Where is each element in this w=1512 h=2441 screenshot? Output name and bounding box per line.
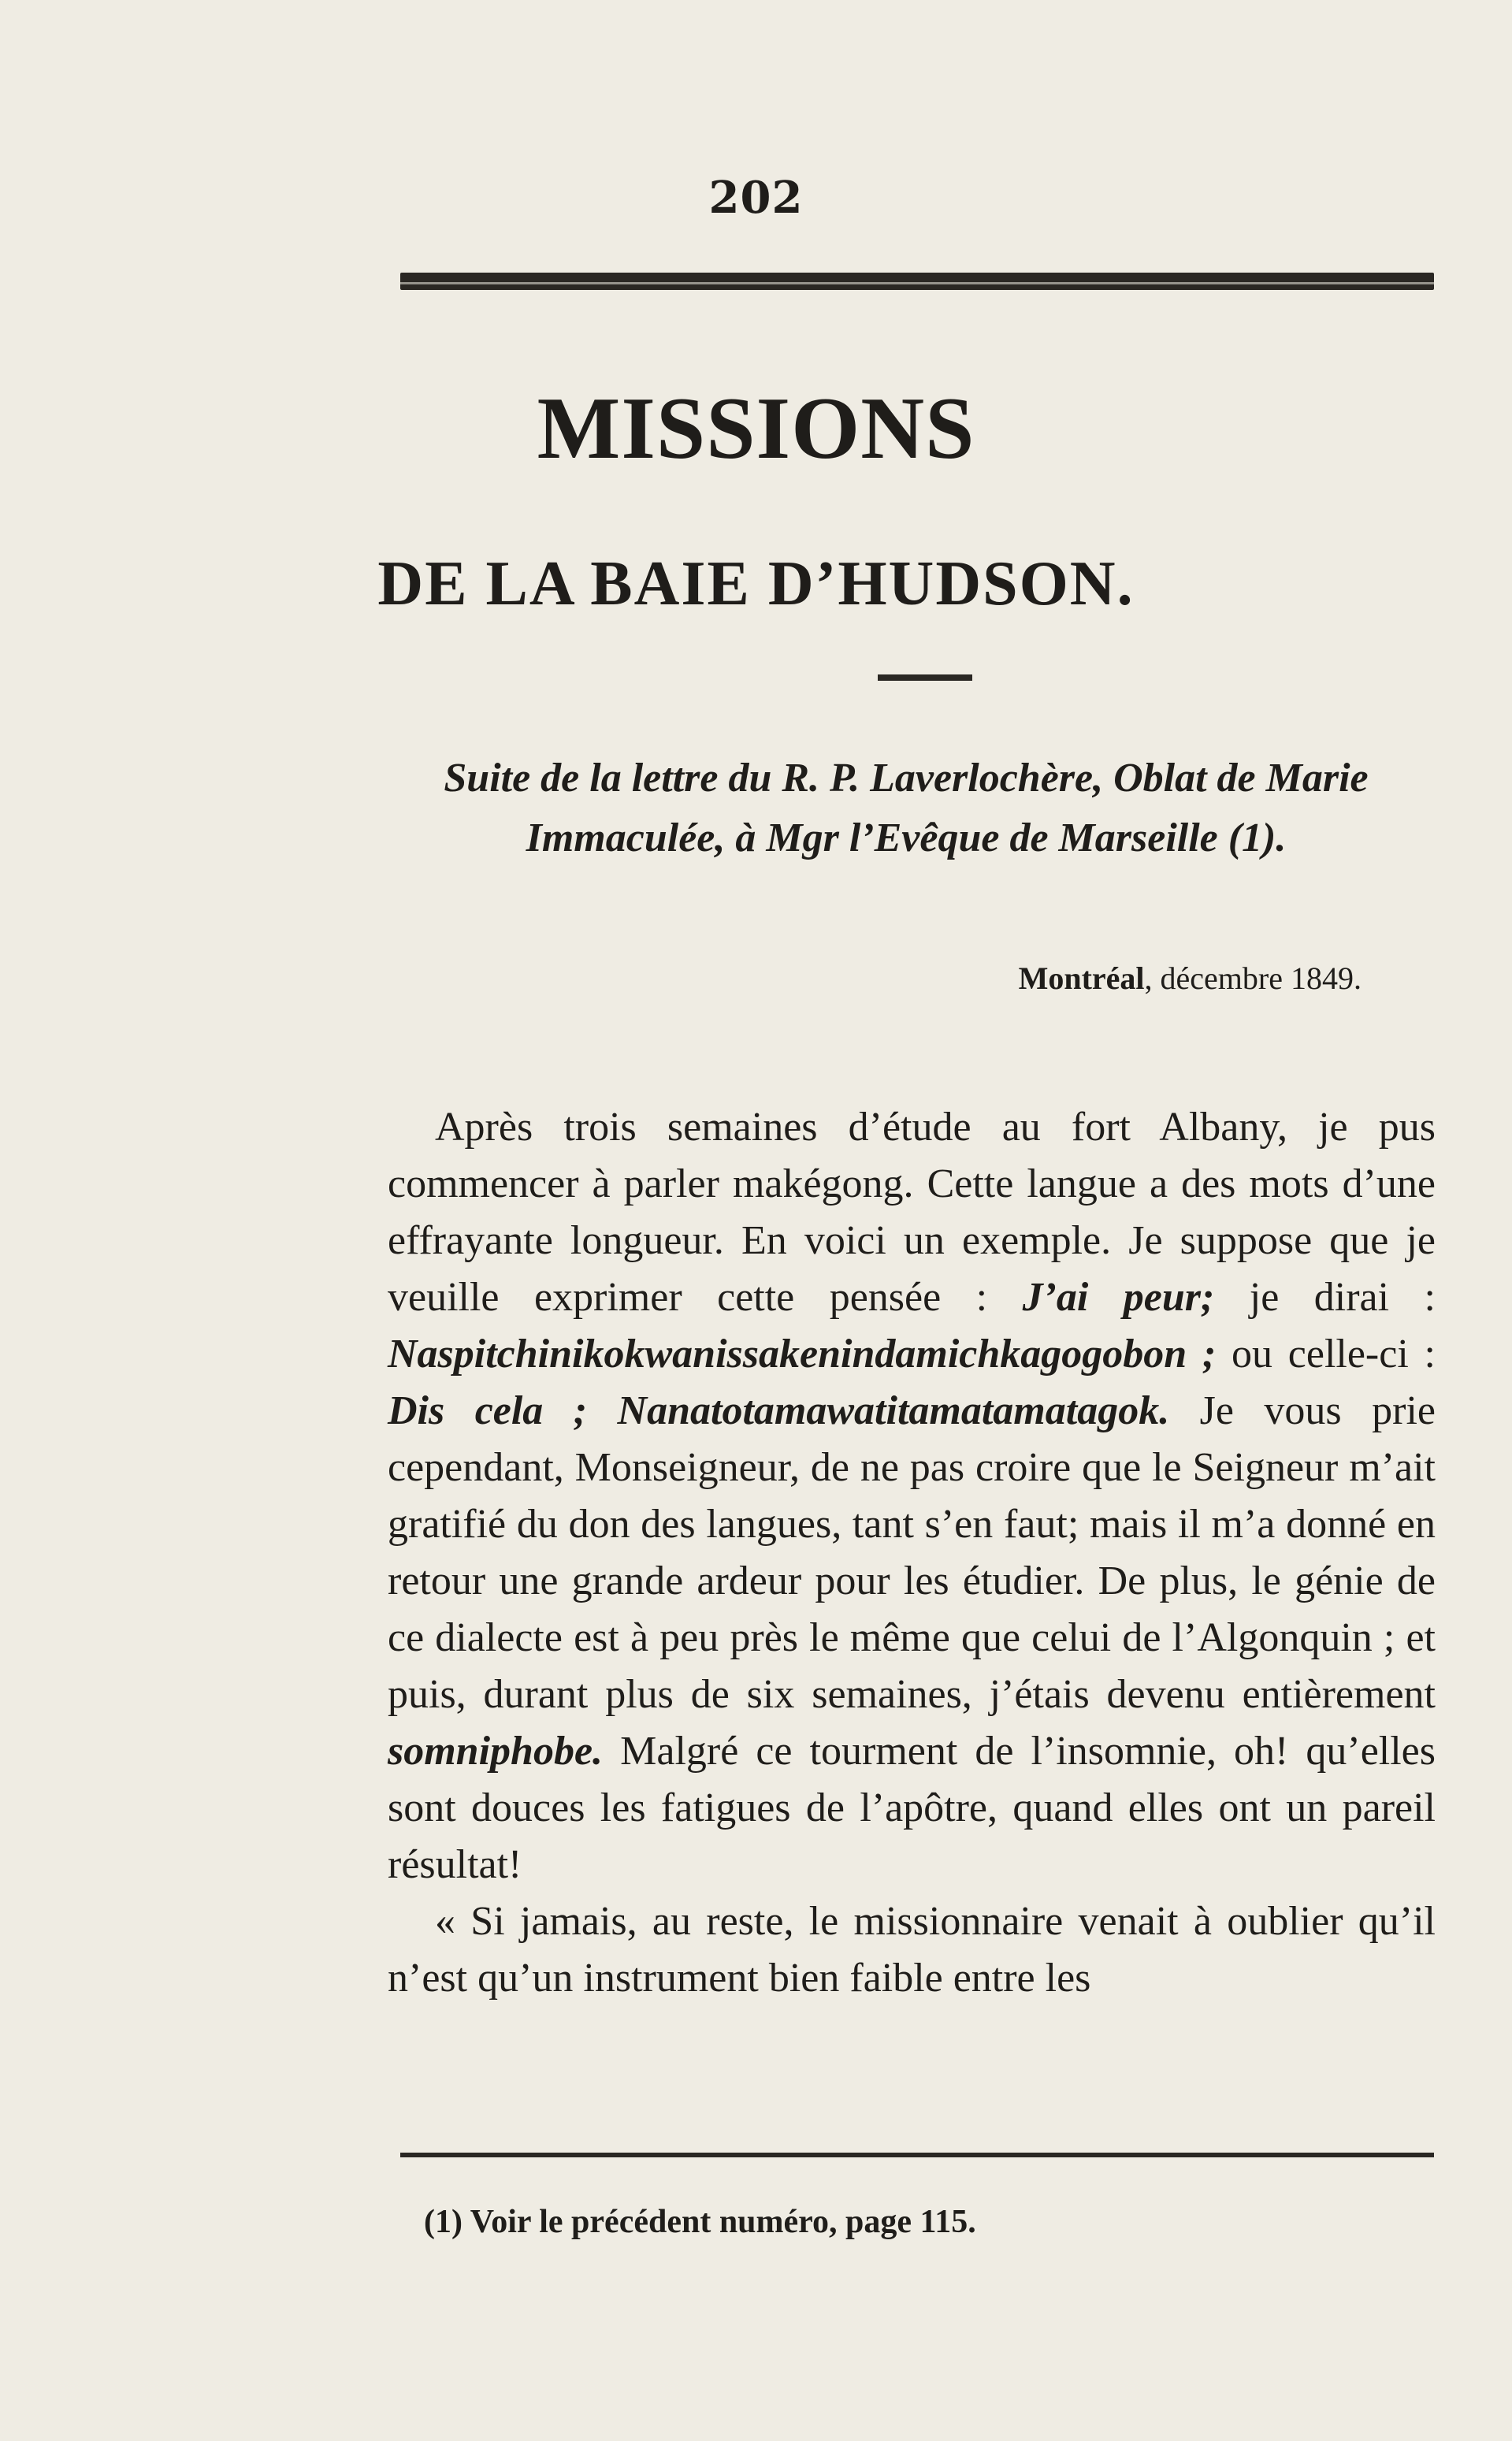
article-intro [378,749,1434,868]
p1-text-c: ou celle-ci : [1216,1332,1436,1377]
paragraph-2: « Si jamais, au reste, le missionnaire venait à oublier qu’il n’est qu’un instrument bien faible entre les [388,1899,1436,2001]
header-rule [400,273,1434,290]
header-rule-highlight [400,282,1434,284]
dateline [0,960,1362,997]
article-subtitle: DE LA BAIE D’HUDSON. [377,549,1135,619]
intro-footnote-ref: (1). [1228,816,1287,860]
title-separator [878,674,972,681]
p1-emphasis-2: Naspitchinikokwanissakenindamichkagogobon ; [388,1332,1217,1377]
p1-emphasis-1: J’ai peur; [1022,1275,1215,1320]
dateline-place: Montréal [1018,960,1145,996]
p1-text-b: je dirai : [1214,1275,1436,1320]
p1-text-d: Je vous prie cependant, Monseigneur, de ne pas croire que le Seigneur m’ait gratifié du don des langues, tant s’en faut; mais il m’a donné en retour une grande ardeur pour les étudier. De plus, le génie de ce dialecte est à peu près le même que celui de l’Algonquin ; et puis, durant plus de six semaines, j’étais devenu entièrement [388,1388,1436,1717]
p1-text-a: Après trois semaines d’étude au fort Albany, je pus commencer à parler makégong. Cette langue a des mots d’une effrayante longueur. En voici un exemple. Je suppose que je veuille exprimer cette pensée : [388,1105,1436,1320]
paragraph-1 [388,1099,1436,1893]
article-title: MISSIONS [537,380,975,477]
p1-text-e: Malgré ce tourment de l’insomnie, oh! qu’elles sont douces les fatigues de l’apôtre, quand elles ont un pareil résultat! [388,1729,1436,1887]
intro-text: Suite de la lettre du R. P. Laverlochère, Oblat de Marie Immaculée, à Mgr l’Evêque de Marseille [444,756,1369,860]
dateline-date: , décembre 1849. [1144,960,1362,996]
footnote: (1) Voir le précédent numéro, page 115. [424,2204,976,2240]
footnote-rule [400,2153,1434,2157]
article-body [388,1099,1436,2007]
p1-emphasis-3: Dis cela ; Nanatotamawatitamatamatagok. [388,1388,1170,1433]
p1-emphasis-4: somniphobe. [388,1729,604,1774]
page-number: 202 [708,172,804,224]
